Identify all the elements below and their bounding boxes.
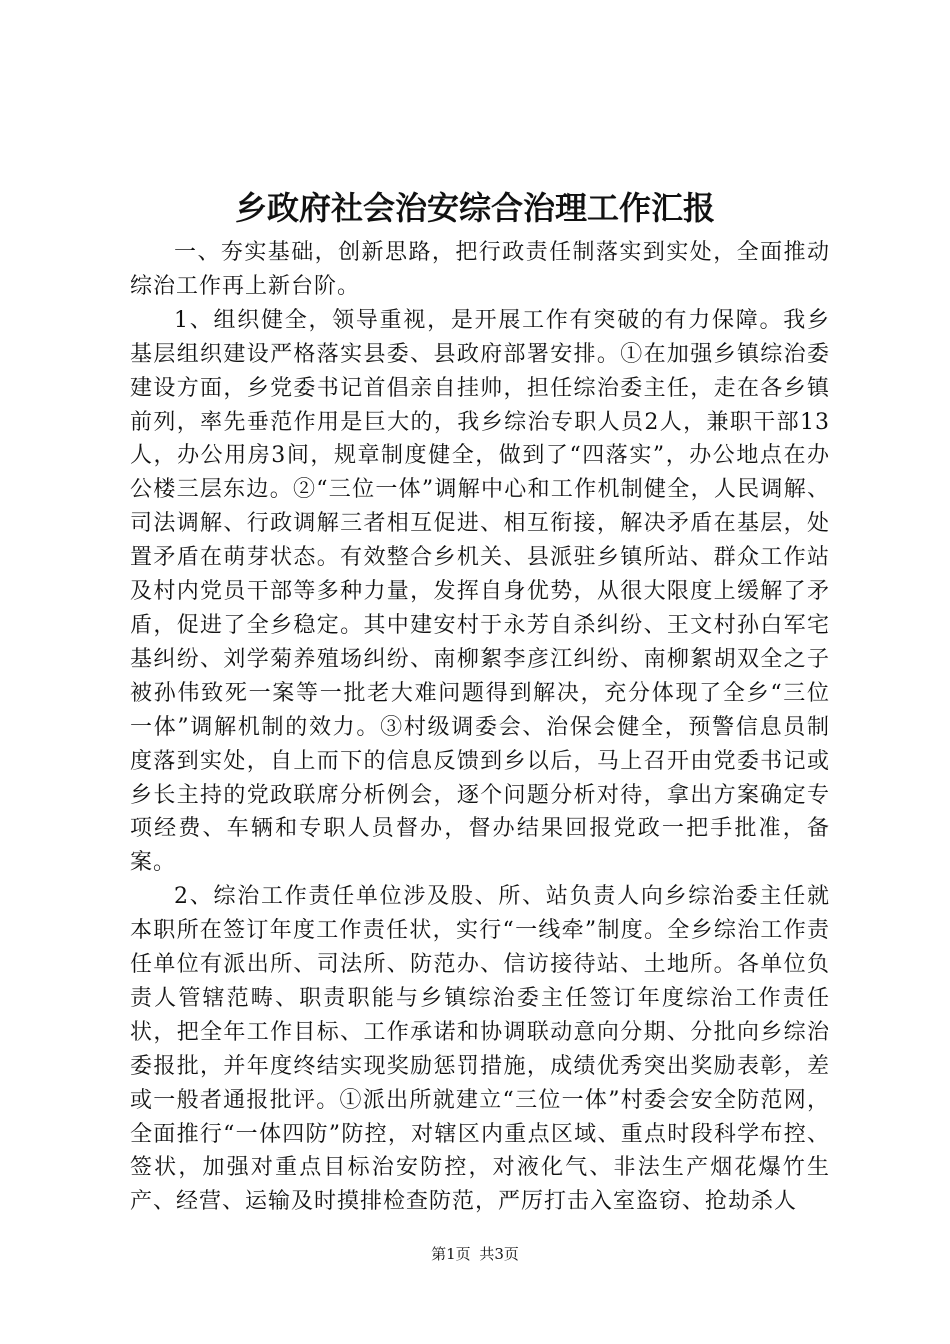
paragraph-organization: 1、组织健全，领导重视，是开展工作有突破的有力保障。我乡基层组织建设严格落实县委、县政府部署安排。①在加强乡镇综治委建设方面，乡党委书记首倡亲自挂帅，担任综治委主任，走在各乡镇前列，率先垂范作用是巨大的，我乡综治专职人员2人，兼职干部13人，办公用房3间，规章制度健全，做到了“四落实”，办公地点在办公楼三层东边。②“三位一体”调解中心和工作机制健全，人民调解、司法调解、行政调解三者相互促进、相互衔接，解决矛盾在基层，处置矛盾在萌芽状态。有效整合乡机关、县派驻乡镇所站、群众工作站及村内党员干部等多种力量，发挥自身优势，从很大限度上缓解了矛盾，促进了全乡稳定。其中建安村于永芳自杀纠纷、王文村孙白军宅基纠纷、刘学菊养殖场纠纷、南柳絮李彦江纠纷、南柳絮胡双全之子被孙伟致死一案等一批老大难问题得到解决，充分体现了全乡“三位一体”调解机制的效力。③村级调委会、治保会健全，预警信息员制度落到实处，自上而下的信息反馈到乡以后，马上召开由党委书记或乡长主持的党政联席分析例会，逐个问题分析对待，拿出方案确定专项经费、车辆和专职人员督办，督办结果回报党政一把手批准，备案。: [130, 307, 830, 876]
page-footer: [0, 1244, 950, 1264]
paragraph-responsibility: 2、综治工作责任单位涉及股、所、站负责人向乡综治委主任就本职所在签订年度工作责任状，实行“一线牵”制度。全乡综治工作责任单位有派出所、司法所、防范办、信访接待站、土地所。各单位负责人管辖范畴、职责职能与乡镇综治委主任签订年度综治工作责任状，把全年工作目标、工作承诺和协调联动意向分期、分批向乡综治委报批，并年度终结实现奖励惩罚措施，成绩优秀突出奖励表彰，差或一般者通报批评。①派出所就建立“三位一体”村委会安全防范网，全面推行“一体四防”防控，对辖区内重点区域、重点时段科学布控、签状，加强对重点目标治安防控，对液化气、非法生产烟花爆竹生产、经营、运输及时摸排检查防范，严厉打击入室盗窃、抢劫杀人: [130, 884, 830, 1215]
page-total: 共3页: [479, 1245, 519, 1263]
paragraph-section-heading: 一、夯实基础，创新思路，把行政责任制落实到实处，全面推动综治工作再上新台阶。: [130, 240, 830, 299]
page-number: 第1页: [431, 1245, 471, 1263]
document-title: 乡政府社会治安综合治理工作汇报: [234, 189, 715, 227]
document-body: [130, 236, 830, 1219]
